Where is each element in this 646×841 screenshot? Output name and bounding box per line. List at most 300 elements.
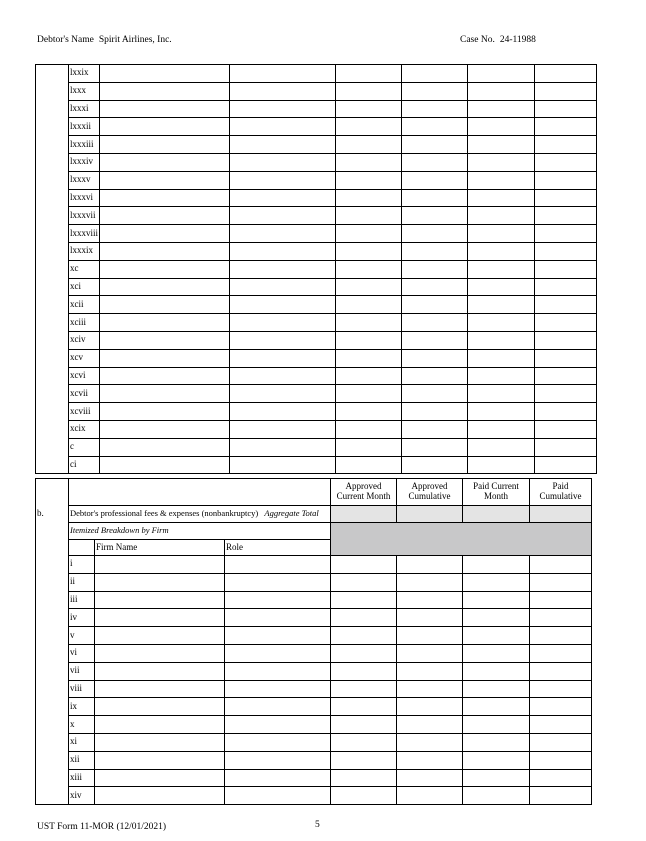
row-numeral: xii: [69, 751, 95, 769]
entry-cell[interactable]: [535, 100, 597, 118]
table-row: [36, 278, 597, 296]
entry-cell[interactable]: [100, 242, 230, 260]
itemised-label: Itemized Breakdown by Firm: [69, 523, 331, 540]
entry-cell[interactable]: [468, 82, 535, 100]
entry-cell[interactable]: [402, 82, 468, 100]
table-row: [36, 787, 592, 805]
aggregate-paid-cumulative[interactable]: [530, 506, 592, 523]
amount-cell[interactable]: [397, 609, 463, 627]
table-row: [36, 225, 597, 243]
blank-cell: [36, 403, 69, 421]
blank-cell: [36, 769, 69, 787]
table-row: [36, 403, 597, 421]
amount-cell[interactable]: [530, 787, 592, 805]
role-cell[interactable]: [225, 716, 331, 734]
aggregate-row: [36, 506, 592, 523]
entry-cell[interactable]: [468, 225, 535, 243]
entry-cell[interactable]: [402, 278, 468, 296]
entry-cell[interactable]: [535, 385, 597, 403]
amount-cell[interactable]: [331, 751, 397, 769]
entry-cell[interactable]: [100, 260, 230, 278]
table-row: [36, 609, 592, 627]
row-numeral: x: [69, 716, 95, 734]
entry-cell[interactable]: [100, 82, 230, 100]
entry-cell[interactable]: [535, 153, 597, 171]
entry-cell[interactable]: [336, 225, 402, 243]
entry-cell[interactable]: [230, 153, 336, 171]
entry-cell[interactable]: [100, 225, 230, 243]
entry-cell[interactable]: [402, 331, 468, 349]
role-cell[interactable]: [225, 556, 331, 574]
role-cell[interactable]: [225, 787, 331, 805]
blank-cell: [36, 438, 69, 456]
entry-cell[interactable]: [468, 403, 535, 421]
amount-cell[interactable]: [463, 698, 530, 716]
table-row: [36, 189, 597, 207]
entry-cell[interactable]: [535, 367, 597, 385]
table-row: [36, 296, 597, 314]
entry-cell[interactable]: [336, 153, 402, 171]
table-row: [36, 385, 597, 403]
entry-cell[interactable]: [230, 82, 336, 100]
amount-cell[interactable]: [463, 662, 530, 680]
entry-cell[interactable]: [468, 207, 535, 225]
entry-cell[interactable]: [402, 349, 468, 367]
entry-cell[interactable]: [535, 403, 597, 421]
table-row: [36, 769, 592, 787]
amount-cell[interactable]: [397, 591, 463, 609]
entry-cell[interactable]: [336, 403, 402, 421]
entry-cell[interactable]: [402, 225, 468, 243]
entry-cell[interactable]: [402, 65, 468, 83]
amount-cell[interactable]: [530, 680, 592, 698]
role-cell[interactable]: [225, 591, 331, 609]
entry-cell[interactable]: [100, 314, 230, 332]
role-cell[interactable]: [225, 733, 331, 751]
entry-cell[interactable]: [100, 367, 230, 385]
entry-cell[interactable]: [402, 153, 468, 171]
amount-cell[interactable]: [397, 680, 463, 698]
blank-cell: [36, 171, 69, 189]
row-numeral: xciv: [69, 331, 100, 349]
entry-cell[interactable]: [336, 207, 402, 225]
entry-cell[interactable]: [535, 260, 597, 278]
entry-cell[interactable]: [336, 331, 402, 349]
aggregate-approved-cumulative[interactable]: [397, 506, 463, 523]
amount-cell[interactable]: [530, 662, 592, 680]
entry-cell[interactable]: [336, 314, 402, 332]
entry-cell[interactable]: [230, 171, 336, 189]
amount-cell[interactable]: [331, 698, 397, 716]
firm-name-header: Firm Name: [95, 540, 225, 556]
entry-cell[interactable]: [336, 118, 402, 136]
entry-cell[interactable]: [100, 65, 230, 83]
amount-cell[interactable]: [397, 573, 463, 591]
entry-cell[interactable]: [336, 438, 402, 456]
entry-cell[interactable]: [468, 456, 535, 474]
entry-cell[interactable]: [230, 65, 336, 83]
table-row: [36, 573, 592, 591]
entry-cell[interactable]: [535, 136, 597, 154]
entry-cell[interactable]: [535, 225, 597, 243]
amount-cell[interactable]: [530, 769, 592, 787]
amount-cell[interactable]: [463, 609, 530, 627]
amount-cell[interactable]: [463, 680, 530, 698]
amount-cell[interactable]: [530, 627, 592, 645]
entry-cell[interactable]: [100, 118, 230, 136]
table-row: [36, 207, 597, 225]
entry-cell[interactable]: [535, 65, 597, 83]
amount-cell[interactable]: [397, 662, 463, 680]
entry-cell[interactable]: [402, 296, 468, 314]
entry-cell[interactable]: [100, 403, 230, 421]
entry-cell[interactable]: [402, 438, 468, 456]
blank-cell: [36, 420, 69, 438]
firm-name-cell[interactable]: [95, 769, 225, 787]
blank-cell: [36, 225, 69, 243]
amount-cell[interactable]: [463, 591, 530, 609]
blank-cell: [36, 479, 69, 506]
firm-name-cell[interactable]: [95, 644, 225, 662]
row-numeral: lxxx: [69, 82, 100, 100]
amount-cell[interactable]: [463, 644, 530, 662]
entry-cell[interactable]: [100, 136, 230, 154]
blank-cell: [36, 662, 69, 680]
entry-cell[interactable]: [468, 100, 535, 118]
firm-name-cell[interactable]: [95, 662, 225, 680]
entry-cell[interactable]: [100, 100, 230, 118]
entry-cell[interactable]: [535, 82, 597, 100]
entry-cell[interactable]: [230, 456, 336, 474]
entry-cell[interactable]: [468, 314, 535, 332]
entry-cell[interactable]: [336, 100, 402, 118]
entry-cell[interactable]: [535, 278, 597, 296]
entry-cell[interactable]: [468, 296, 535, 314]
row-numeral: i: [69, 556, 95, 574]
table-row: [36, 456, 597, 474]
row-numeral: lxxxvi: [69, 189, 100, 207]
entry-cell[interactable]: [468, 260, 535, 278]
amount-cell[interactable]: [463, 627, 530, 645]
blank-cell: [36, 207, 69, 225]
entry-cell[interactable]: [336, 349, 402, 367]
amount-cell[interactable]: [331, 556, 397, 574]
row-numeral: xci: [69, 278, 100, 296]
amount-cell[interactable]: [530, 591, 592, 609]
entry-cell[interactable]: [402, 207, 468, 225]
entry-cell[interactable]: [336, 456, 402, 474]
entry-cell[interactable]: [535, 207, 597, 225]
row-numeral: xcv: [69, 349, 100, 367]
amount-cell[interactable]: [331, 769, 397, 787]
table-row: [36, 662, 592, 680]
entry-cell[interactable]: [468, 242, 535, 260]
entry-cell[interactable]: [402, 136, 468, 154]
amount-cell[interactable]: [397, 556, 463, 574]
amount-cell[interactable]: [397, 698, 463, 716]
entry-cell[interactable]: [230, 438, 336, 456]
entry-cell[interactable]: [402, 171, 468, 189]
amount-cell[interactable]: [463, 733, 530, 751]
entry-cell[interactable]: [230, 420, 336, 438]
entry-cell[interactable]: [402, 100, 468, 118]
entry-cell[interactable]: [535, 456, 597, 474]
amount-cell[interactable]: [463, 556, 530, 574]
amount-cell[interactable]: [530, 698, 592, 716]
entry-cell[interactable]: [468, 385, 535, 403]
entry-cell[interactable]: [535, 171, 597, 189]
row-numeral: iii: [69, 591, 95, 609]
entry-cell[interactable]: [100, 331, 230, 349]
debtor-name: Spirit Airlines, Inc.: [98, 35, 172, 45]
debtor-header: [37, 35, 172, 45]
entry-cell[interactable]: [402, 260, 468, 278]
entry-cell[interactable]: [336, 278, 402, 296]
row-numeral: iv: [69, 609, 95, 627]
entry-cell[interactable]: [468, 153, 535, 171]
role-cell[interactable]: [225, 609, 331, 627]
amount-cell[interactable]: [397, 733, 463, 751]
amount-cell[interactable]: [530, 751, 592, 769]
entry-cell[interactable]: [336, 242, 402, 260]
amount-cell[interactable]: [530, 609, 592, 627]
row-numeral: xcix: [69, 420, 100, 438]
table-row: [36, 644, 592, 662]
amount-cell[interactable]: [463, 769, 530, 787]
amount-cell[interactable]: [331, 716, 397, 734]
entry-cell[interactable]: [230, 385, 336, 403]
amount-cell[interactable]: [530, 716, 592, 734]
entry-cell[interactable]: [402, 118, 468, 136]
entry-cell[interactable]: [468, 171, 535, 189]
role-cell[interactable]: [225, 751, 331, 769]
table-row: [36, 680, 592, 698]
entry-cell[interactable]: [402, 456, 468, 474]
entry-cell[interactable]: [535, 349, 597, 367]
entry-cell[interactable]: [336, 260, 402, 278]
entry-cell[interactable]: [230, 136, 336, 154]
entry-cell[interactable]: [535, 314, 597, 332]
amount-cell[interactable]: [463, 716, 530, 734]
entry-cell[interactable]: [230, 207, 336, 225]
amount-cell[interactable]: [397, 751, 463, 769]
row-numeral: ix: [69, 698, 95, 716]
amount-cell[interactable]: [331, 733, 397, 751]
amount-cell[interactable]: [331, 573, 397, 591]
blank-cell: [36, 644, 69, 662]
role-cell[interactable]: [225, 644, 331, 662]
entry-cell[interactable]: [468, 278, 535, 296]
entry-cell[interactable]: [230, 225, 336, 243]
blank-cell: [36, 278, 69, 296]
entry-cell[interactable]: [468, 118, 535, 136]
amount-cell[interactable]: [530, 556, 592, 574]
aggregate-paid-current[interactable]: [463, 506, 530, 523]
amount-cell[interactable]: [397, 769, 463, 787]
entry-cell[interactable]: [468, 331, 535, 349]
row-numeral: viii: [69, 680, 95, 698]
amount-cell[interactable]: [331, 644, 397, 662]
entry-cell[interactable]: [468, 367, 535, 385]
entry-cell[interactable]: [535, 118, 597, 136]
amount-cell[interactable]: [463, 573, 530, 591]
table-row: [36, 242, 597, 260]
entry-cell[interactable]: [402, 189, 468, 207]
table-row: [36, 260, 597, 278]
entry-cell[interactable]: [230, 260, 336, 278]
amount-cell[interactable]: [331, 591, 397, 609]
entry-cell[interactable]: [402, 385, 468, 403]
amount-cell[interactable]: [331, 787, 397, 805]
amount-cell[interactable]: [331, 680, 397, 698]
firm-name-cell[interactable]: [95, 627, 225, 645]
itemised-row: [36, 523, 592, 540]
entry-cell[interactable]: [336, 385, 402, 403]
entry-cell[interactable]: [230, 296, 336, 314]
amount-cell[interactable]: [397, 787, 463, 805]
firm-name-cell[interactable]: [95, 609, 225, 627]
entry-cell[interactable]: [230, 189, 336, 207]
description-cell: [69, 506, 331, 523]
section-letter: b.: [36, 506, 69, 523]
amount-cell[interactable]: [530, 733, 592, 751]
firm-name-cell[interactable]: [95, 680, 225, 698]
entry-cell[interactable]: [535, 331, 597, 349]
entry-cell[interactable]: [402, 403, 468, 421]
blank-cell: [36, 573, 69, 591]
entry-cell[interactable]: [468, 349, 535, 367]
entry-cell[interactable]: [100, 207, 230, 225]
entry-cell[interactable]: [535, 420, 597, 438]
entry-cell[interactable]: [230, 314, 336, 332]
entry-cell[interactable]: [100, 153, 230, 171]
amount-cell[interactable]: [463, 787, 530, 805]
entry-cell[interactable]: [468, 65, 535, 83]
amount-cell[interactable]: [463, 751, 530, 769]
entry-cell[interactable]: [230, 118, 336, 136]
table-row: [36, 556, 592, 574]
blank-cell: [36, 314, 69, 332]
entry-cell[interactable]: [336, 189, 402, 207]
row-numeral: lxxxix: [69, 242, 100, 260]
role-cell[interactable]: [225, 662, 331, 680]
row-numeral: ii: [69, 573, 95, 591]
entry-cell[interactable]: [535, 242, 597, 260]
entry-cell[interactable]: [468, 438, 535, 456]
row-numeral: xcvii: [69, 385, 100, 403]
entry-cell[interactable]: [336, 82, 402, 100]
entry-cell[interactable]: [100, 420, 230, 438]
entry-cell[interactable]: [336, 367, 402, 385]
debtor-label: Debtor's Name: [37, 35, 94, 45]
entry-cell[interactable]: [402, 314, 468, 332]
role-cell[interactable]: [225, 680, 331, 698]
blank-cell: [36, 733, 69, 751]
amount-cell[interactable]: [530, 644, 592, 662]
blank-cell: [36, 716, 69, 734]
entry-cell[interactable]: [535, 189, 597, 207]
blank-cell: [36, 556, 69, 574]
entry-cell[interactable]: [535, 296, 597, 314]
entry-cell[interactable]: [468, 136, 535, 154]
firm-name-cell[interactable]: [95, 751, 225, 769]
row-numeral: xc: [69, 260, 100, 278]
blank-cell: [36, 540, 69, 556]
entry-cell[interactable]: [336, 171, 402, 189]
fees-description: Debtor's professional fees & expenses (nonbankruptcy): [70, 508, 259, 519]
row-numeral: lxxxviii: [69, 225, 100, 243]
entry-cell[interactable]: [535, 438, 597, 456]
entry-cell[interactable]: [100, 189, 230, 207]
entry-cell[interactable]: [336, 420, 402, 438]
table-row: [36, 100, 597, 118]
entry-cell[interactable]: [100, 438, 230, 456]
aggregate-approved-current[interactable]: [331, 506, 397, 523]
blank-cell: [36, 349, 69, 367]
entry-cell[interactable]: [402, 367, 468, 385]
entry-cell[interactable]: [230, 278, 336, 296]
table-row: [36, 716, 592, 734]
entry-cell[interactable]: [100, 385, 230, 403]
firm-name-cell[interactable]: [95, 591, 225, 609]
blank-cell: [36, 751, 69, 769]
role-cell[interactable]: [225, 769, 331, 787]
firm-name-cell[interactable]: [95, 556, 225, 574]
amount-cell[interactable]: [331, 627, 397, 645]
entry-cell[interactable]: [100, 296, 230, 314]
entry-cell[interactable]: [230, 331, 336, 349]
row-numeral: lxxxvii: [69, 207, 100, 225]
entry-cell[interactable]: [230, 242, 336, 260]
blank-cell: [36, 82, 69, 100]
entry-cell[interactable]: [230, 367, 336, 385]
amount-cell[interactable]: [397, 644, 463, 662]
amount-cell[interactable]: [331, 662, 397, 680]
firm-name-cell[interactable]: [95, 573, 225, 591]
role-cell[interactable]: [225, 698, 331, 716]
firm-name-cell[interactable]: [95, 716, 225, 734]
entry-cell[interactable]: [402, 242, 468, 260]
row-numeral: xiii: [69, 769, 95, 787]
firm-name-cell[interactable]: [95, 733, 225, 751]
amount-cell[interactable]: [397, 627, 463, 645]
blank-cell: [36, 242, 69, 260]
entry-cell[interactable]: [468, 189, 535, 207]
entry-cell[interactable]: [100, 278, 230, 296]
amount-cell[interactable]: [530, 573, 592, 591]
entry-cell[interactable]: [230, 349, 336, 367]
firm-name-cell[interactable]: [95, 698, 225, 716]
entry-cell[interactable]: [230, 403, 336, 421]
entry-cell[interactable]: [468, 420, 535, 438]
role-cell[interactable]: [225, 573, 331, 591]
entry-cell[interactable]: [100, 456, 230, 474]
blank-cell: [36, 260, 69, 278]
entry-cell[interactable]: [336, 136, 402, 154]
entry-cell[interactable]: [336, 65, 402, 83]
amount-cell[interactable]: [331, 609, 397, 627]
role-cell[interactable]: [225, 627, 331, 645]
entry-cell[interactable]: [336, 296, 402, 314]
firm-name-cell[interactable]: [95, 787, 225, 805]
amount-cell[interactable]: [397, 716, 463, 734]
blank-cell: [36, 189, 69, 207]
entry-cell[interactable]: [402, 420, 468, 438]
entry-cell[interactable]: [100, 171, 230, 189]
blank-cell: [36, 787, 69, 805]
entry-cell[interactable]: [230, 100, 336, 118]
entry-cell[interactable]: [100, 349, 230, 367]
